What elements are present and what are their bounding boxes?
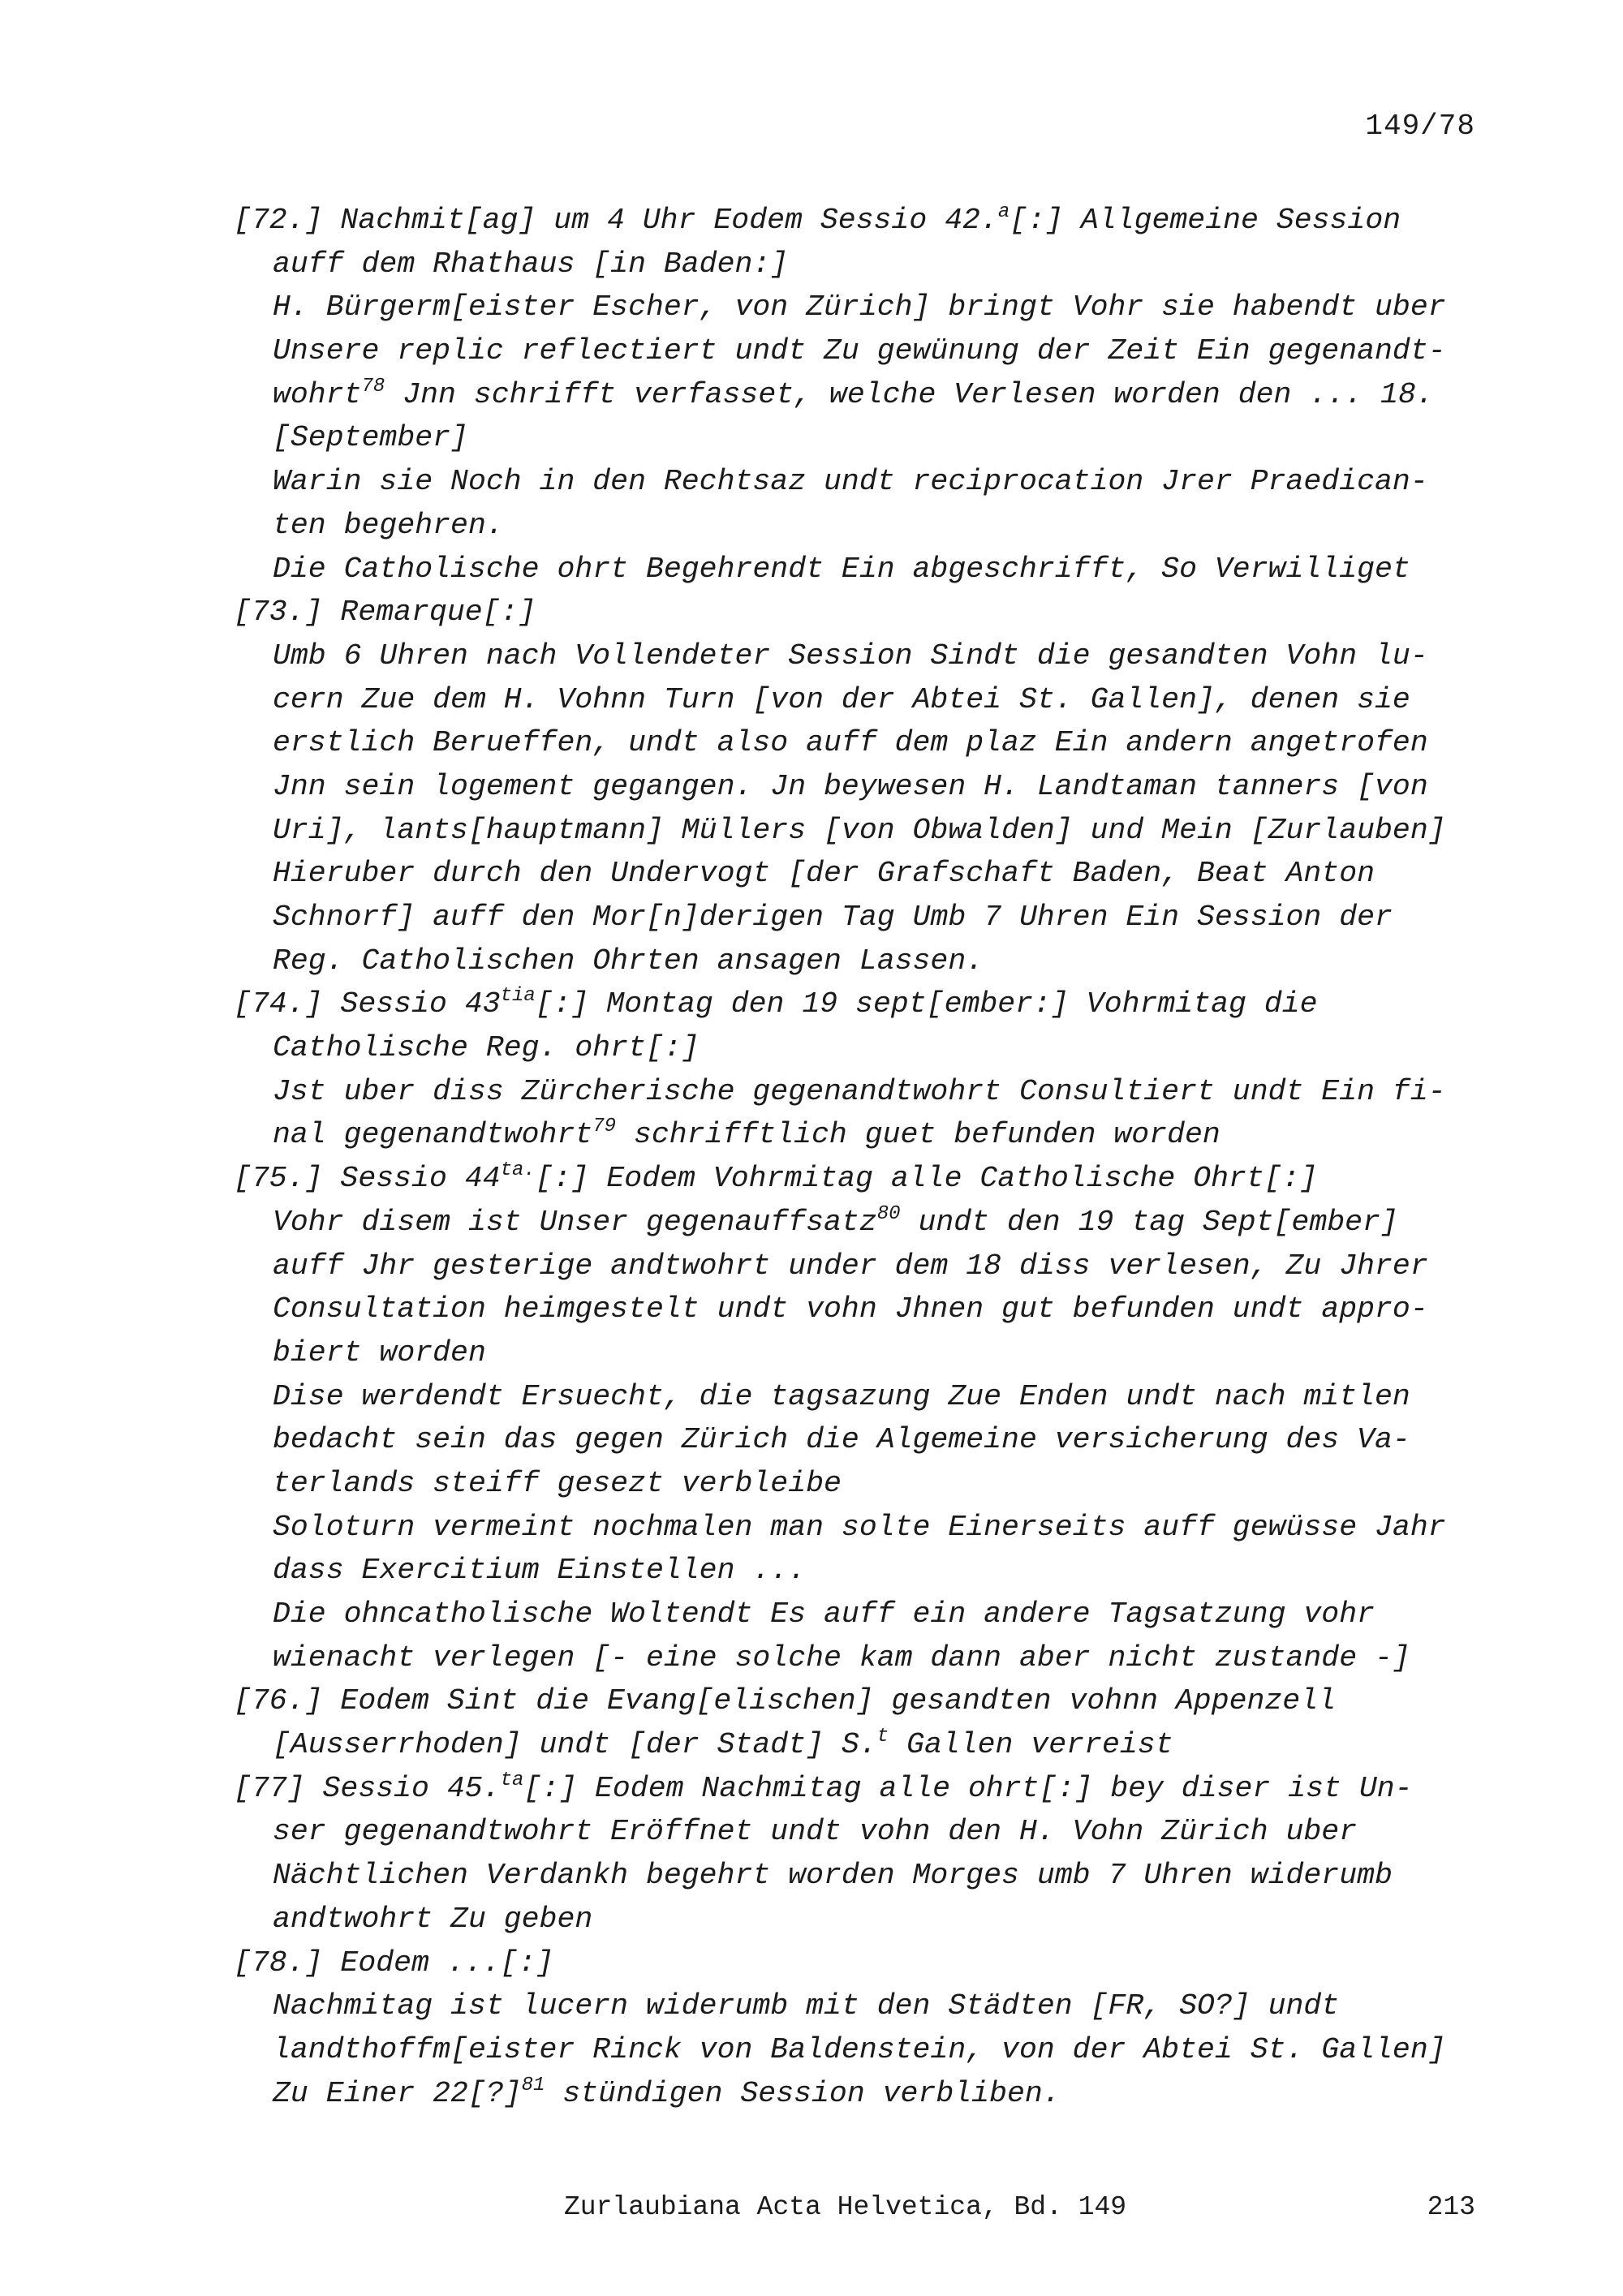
line-text: wohrt [273,377,362,411]
text-line [234,1810,1500,1854]
line-text: dass Exercitium Einstellen ... [273,1554,807,1588]
line-text: Catholische Reg. ohrt[:] [273,1031,700,1065]
text-line [234,634,1500,678]
text-line [234,1854,1500,1898]
line-text: H. Bürgerm[eister Escher, von Zürich] bringt Vohr sie habendt uber [273,290,1446,325]
text-line [234,1070,1500,1114]
text-line [234,1331,1500,1375]
page-reference: 149/78 [1365,110,1475,143]
superscript: tia [500,985,536,1008]
line-text: andtwohrt Zu geben [273,1902,593,1936]
line-text: [75.] Sessio 44 [234,1162,501,1196]
line-text: Umb 6 Uhren nach Vollendeter Session Sindt die gesandten Vohn lu- [273,638,1428,673]
line-text-continued: Jnn schrifft verfasset, welche Verlesen worden den ... 18. [385,377,1434,411]
text-line [234,1113,1500,1157]
text-line [234,1679,1500,1723]
line-text: Dise werdendt Ersuecht, die tagsazung Zue Enden undt nach mitlen [273,1379,1410,1413]
line-text: auff dem Rhathaus [in Baden:] [273,247,789,281]
text-line [234,2072,1500,2116]
text-line [234,1898,1500,1941]
line-text: [74.] Sessio 43 [234,987,501,1021]
text-line [234,1593,1500,1636]
superscript: 81 [521,2074,545,2096]
text-line [234,1418,1500,1462]
text-line [234,329,1500,373]
footer-page-number: 213 [1427,2192,1475,2222]
text-line [234,416,1500,460]
text-line [234,243,1500,286]
line-text: auff Jhr gesterige andtwohrt under dem 18 diss verlesen, Zu Jhrer [273,1249,1428,1283]
text-line [234,548,1500,591]
document-body [234,199,1500,2115]
text-line [234,1723,1500,1767]
line-text: Hieruber durch den Undervogt [der Grafschaft Baden, Beat Anton [273,857,1375,891]
text-line [234,286,1500,329]
line-text-continued: schrifftlich guet befunden worden [616,1118,1220,1152]
line-text: Soloturn vermeint nochmalen man solte Einerseits auff gewüsse Jahr [273,1510,1446,1544]
line-text: Die ohncatholische Woltendt Es auff ein andere Tagsatzung vohr [273,1597,1375,1631]
text-line [234,1157,1500,1201]
text-line [234,373,1500,417]
text-line [234,1288,1500,1331]
line-text: Nachmitag ist lucern widerumb mit den Städten [FR, SO?] undt [273,1989,1340,2023]
line-text: [72.] Nachmit[ag] um 4 Uhr Eodem Sessio 42. [234,204,998,237]
text-line [234,852,1500,896]
superscript: t [876,1726,889,1748]
line-text: Schnorf] auff den Mor[n]derigen Tag Umb 7 Uhren Ein Session der [273,901,1393,934]
line-text: [77] Sessio 45. [234,1771,501,1805]
text-line [234,2028,1500,2072]
text-line [234,504,1500,548]
line-text: Uri], lants[hauptmann] Müllers [von Obwalden] und Mein [Zurlauben] [273,813,1446,847]
line-text: [September] [273,421,468,455]
line-text: Consultation heimgestelt undt vohn Jhnen gut befunden undt appro- [273,1292,1428,1326]
line-text: ser gegenandtwohrt Eröffnet undt vohn den H. Vohn Zürich uber [273,1815,1358,1849]
line-text-continued: [:] Eodem Nachmitag alle ohrt[:] bey diser ist Un- [523,1771,1413,1805]
line-text-continued: [:] Eodem Vohrmitag alle Catholische Ohrt[:] [535,1162,1318,1196]
text-line [234,1767,1500,1811]
line-text: erstlich Berueffen, undt also auff dem plaz Ein andern angetrofen [273,726,1428,760]
text-line [234,721,1500,765]
superscript: 79 [592,1116,617,1138]
line-text-continued: undt den 19 tag Sept[ember] [900,1205,1398,1239]
text-line [234,1506,1500,1550]
line-text: [73.] Remarque[:] [234,595,536,630]
superscript: ta. [500,1159,536,1182]
text-line [234,939,1500,983]
text-line [234,1984,1500,2028]
line-text: ten begehren. [273,508,504,542]
text-line [234,1462,1500,1506]
line-text: bedacht sein das gegen Zürich die Algemeine versicherung des Va- [273,1423,1410,1457]
line-text-continued: Gallen verreist [889,1728,1173,1762]
footer-title: Zurlaubiana Acta Helvetica, Bd. 149 [564,2192,1127,2222]
line-text: nal gegenandtwohrt [273,1118,593,1152]
line-text-continued: [:] Allgemeine Session [1010,204,1401,237]
superscript: ta [500,1769,524,1791]
line-text: Warin sie Noch in den Rechtsaz undt reciprocation Jrer Praedican- [273,465,1428,499]
text-line [234,982,1500,1026]
superscript: 80 [876,1202,901,1225]
line-text: Jst uber diss Zürcherische gegenandtwohrt Consultiert undt Ein fi- [273,1074,1446,1108]
text-line [234,1026,1500,1070]
text-line [234,1549,1500,1593]
line-text: Nächtlichen Verdankh begehrt worden Morges umb 7 Uhren widerumb [273,1859,1393,1893]
line-text: wienacht verlegen [- eine solche kam dann aber nicht zustande -] [273,1640,1410,1675]
line-text: [78.] Eodem ...[:] [234,1946,554,1980]
text-line [234,199,1500,243]
text-line [234,1941,1500,1985]
text-line [234,678,1500,722]
text-line [234,1375,1500,1419]
line-text: Die Catholische ohrt Begehrendt Ein abgeschrifft, So Verwilliget [273,552,1410,586]
line-text: landthoffm[eister Rinck von Baldenstein, von der Abtei St. Gallen] [273,2032,1446,2066]
line-text: [76.] Eodem Sint die Evang[elischen] gesandten vohnn Appenzell [234,1684,1337,1718]
line-text: Jnn sein logement gegangen. Jn beywesen H. Landtaman tanners [von [273,769,1428,803]
line-text: cern Zue dem H. Vohnn Turn [von der Abtei St. Gallen], denen sie [273,682,1410,716]
line-text: terlands steiff gesezt verbleibe [273,1466,842,1500]
text-line [234,765,1500,809]
text-line [234,1245,1500,1288]
superscript: a [997,201,1010,223]
line-text-continued: stündigen Session verbliben. [545,2076,1061,2110]
text-line [234,1636,1500,1680]
line-text: Unsere replic reflectiert undt Zu gewünung der Zeit Ein gegenandt- [273,334,1446,368]
line-text: [Ausserrhoden] undt [der Stadt] S. [273,1728,877,1762]
text-line [234,896,1500,939]
line-text: biert worden [273,1335,486,1369]
text-line [234,591,1500,634]
line-text: Vohr disem ist Unser gegenauffsatz [273,1205,877,1239]
superscript: 78 [361,375,385,398]
text-line [234,460,1500,504]
line-text-continued: [:] Montag den 19 sept[ember:] Vohrmitag die [535,987,1318,1021]
line-text: Zu Einer 22[?] [273,2076,522,2110]
line-text: Reg. Catholischen Ohrten ansagen Lassen. [273,944,984,978]
text-line [234,1201,1500,1245]
text-line [234,809,1500,853]
